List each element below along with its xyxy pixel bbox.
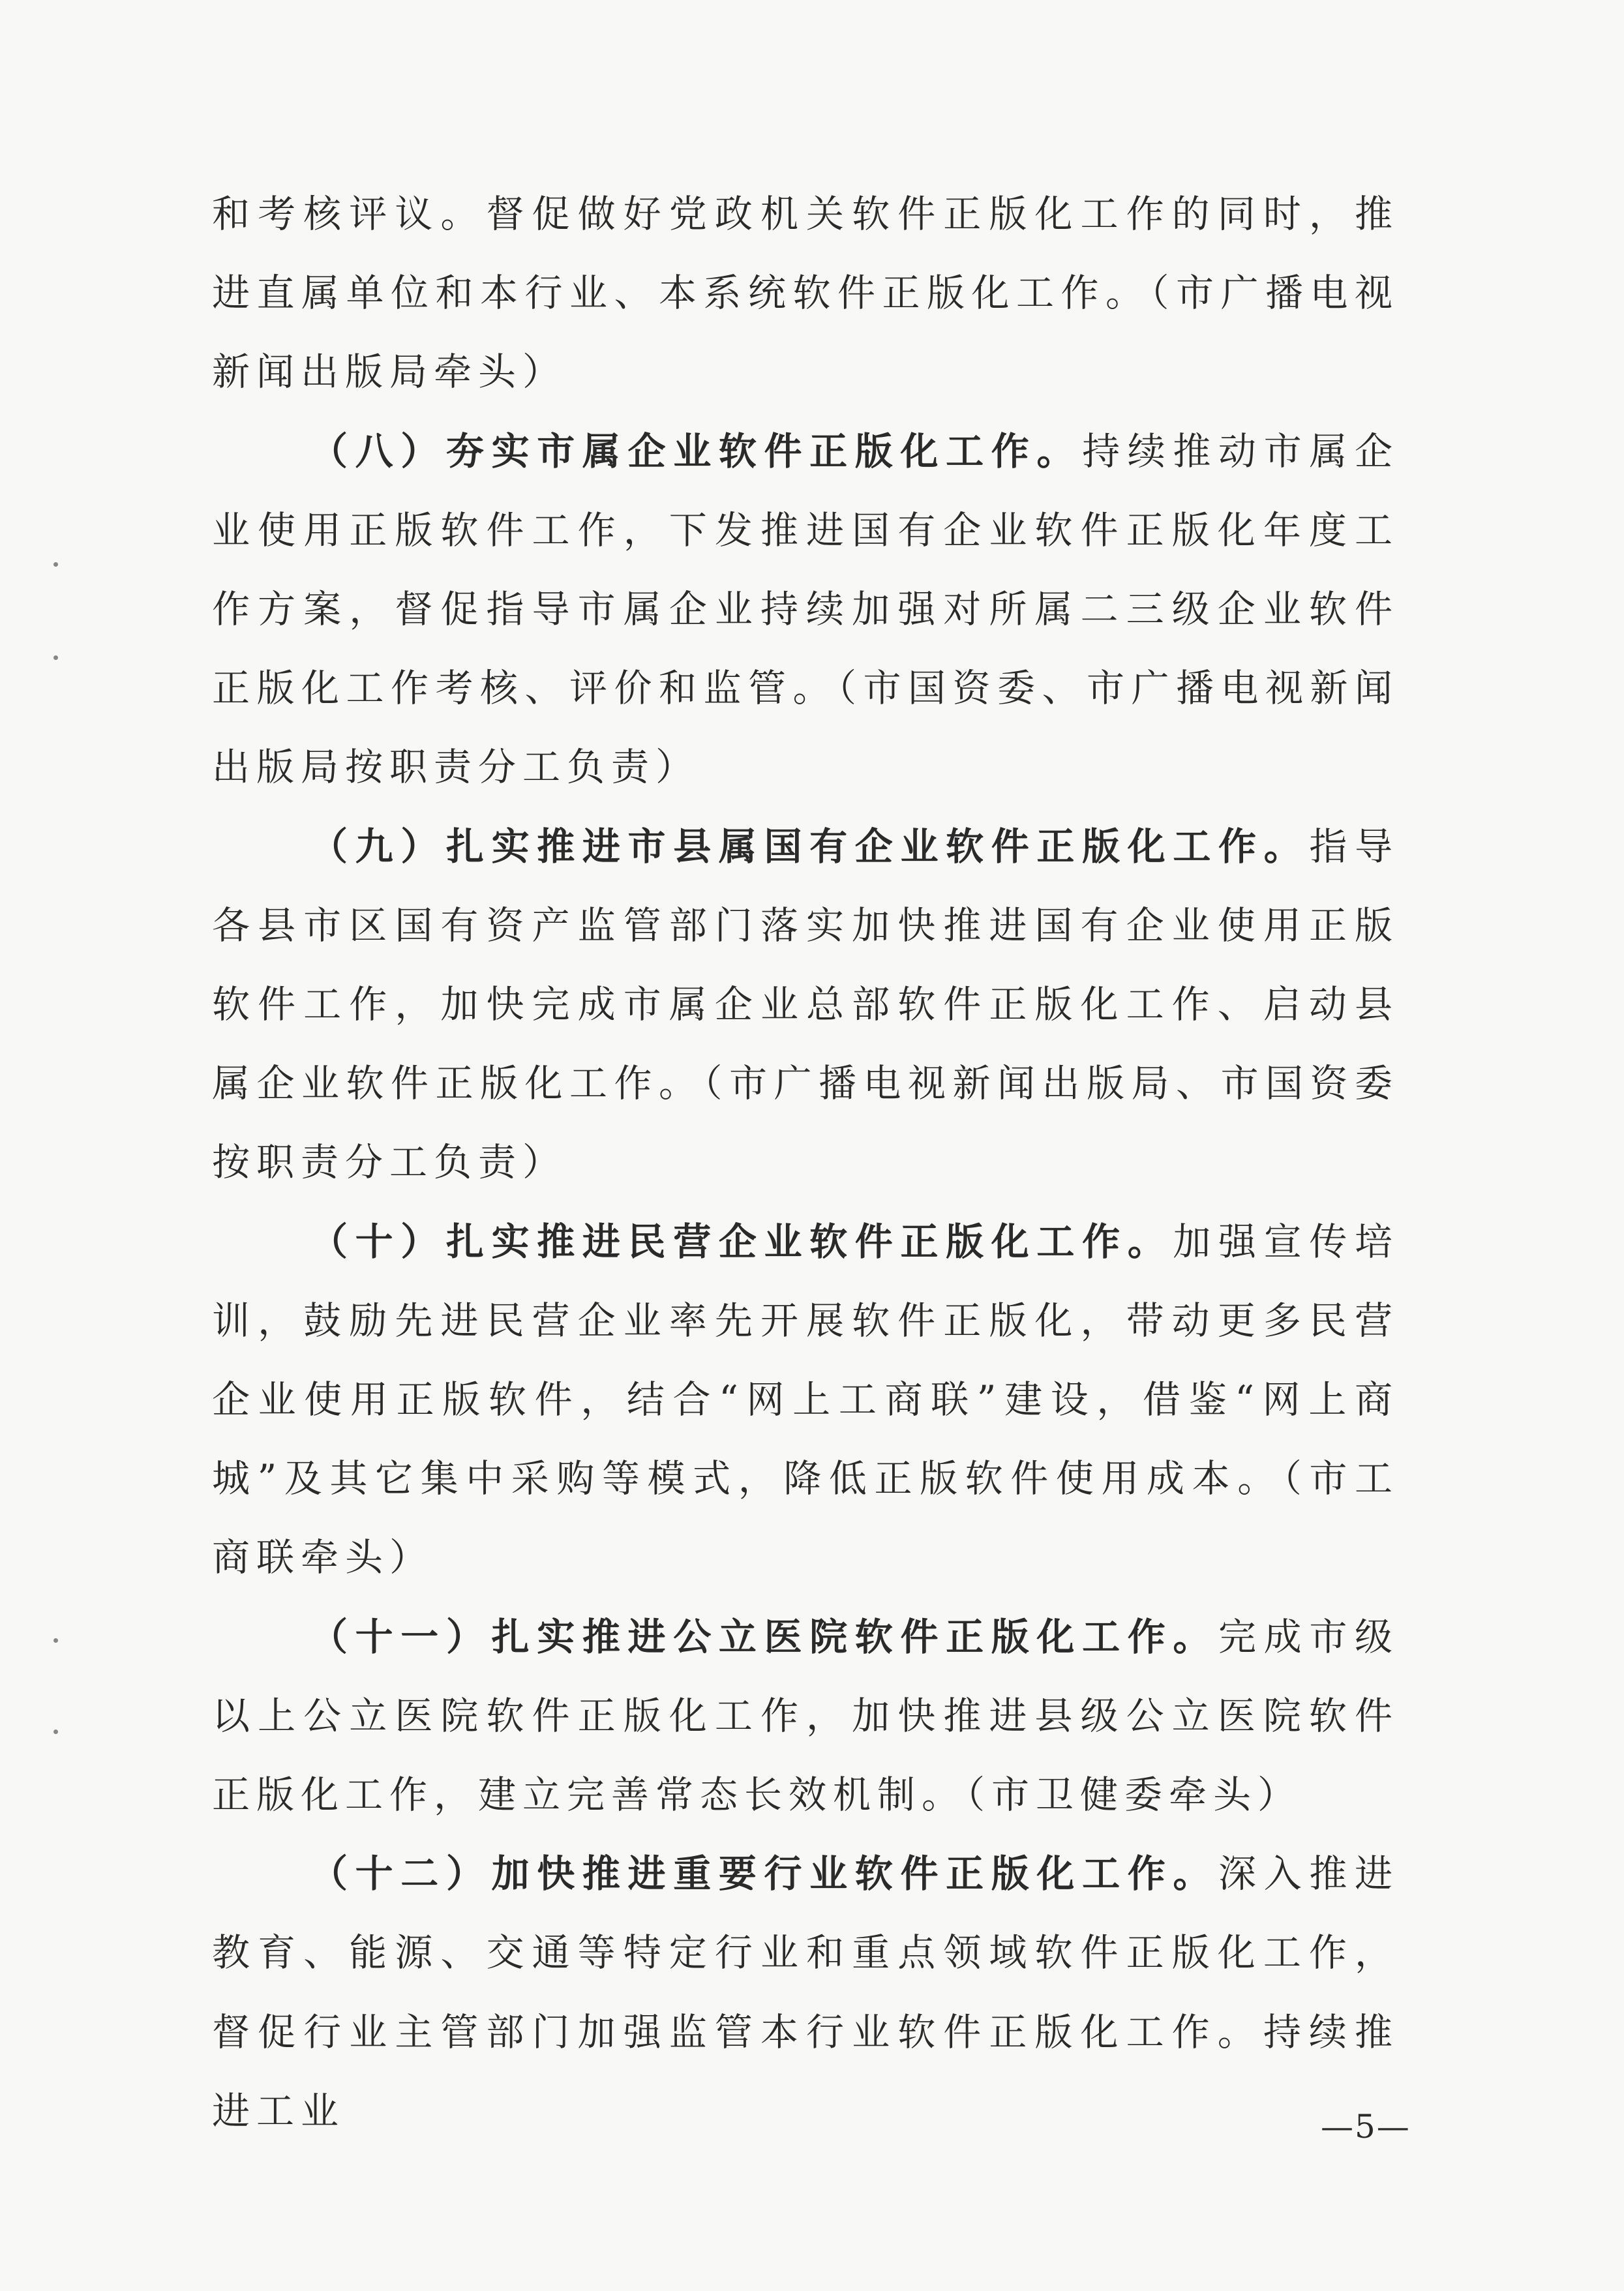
scan-speck (53, 562, 58, 567)
paragraph-heading: （十一）扎实推进公立医院软件正版化工作。 (310, 1614, 1219, 1659)
paragraph-heading: （十二）加快推进重要行业软件正版化工作。 (310, 1851, 1219, 1896)
page-number: —5— (1321, 2108, 1411, 2146)
paragraph-text: 和考核评议。督促做好党政机关软件正版化工作的同时，推进直属单位和本行业、本系统软件正版化工作。（市广播电视新闻出版局牵头） (212, 192, 1399, 395)
paragraph-text: 持续推动市属企业使用正版软件工作，下发推进国有企业软件正版化年度工作方案，督促指导市属企业持续加强对所属二三级企业软件正版化工作考核、评价和监管。（市国资委、市广播电视新闻出版局按职责分工负责） (212, 428, 1399, 790)
scan-speck (53, 655, 58, 660)
paragraph-continuation (212, 175, 1399, 412)
paragraph-heading: （八）夯实市属企业软件正版化工作。 (310, 428, 1083, 473)
paragraph-item-9 (212, 807, 1399, 1203)
paragraph-text: 深入推进教育、能源、交通等特定行业和重点领域软件正版化工作，督促行业主管部门加强监管本行业软件正版化工作。持续推进工业 (212, 1851, 1399, 2133)
paragraph-item-11 (212, 1598, 1399, 1835)
scan-speck (53, 1729, 58, 1734)
paragraph-heading: （九）扎实推进市县属国有企业软件正版化工作。 (310, 824, 1310, 869)
paragraph-heading: （十）扎实推进民营企业软件正版化工作。 (310, 1219, 1173, 1264)
body-text (212, 175, 1399, 2151)
paragraph-item-8 (212, 412, 1399, 807)
scan-speck (53, 1638, 58, 1643)
paragraph-item-12 (212, 1834, 1399, 2151)
paragraph-text: 加强宣传培训，鼓励先进民营企业率先开展软件正版化，带动更多民营企业使用正版软件，结合“网上工商联”建设，借鉴“网上商城”及其它集中采购等模式，降低正版软件使用成本。（市工商联牵头） (212, 1219, 1399, 1580)
paragraph-text: 完成市级以上公立医院软件正版化工作，加快推进县级公立医院软件正版化工作，建立完善常态长效机制。（市卫健委牵头） (212, 1614, 1399, 1818)
paragraph-item-10 (212, 1203, 1399, 1598)
paragraph-text: 指导各县市区国有资产监管部门落实加快推进国有企业使用正版软件工作，加快完成市属企业总部软件正版化工作、启动县属企业软件正版化工作。（市广播电视新闻出版局、市国资委按职责分工负责） (212, 824, 1399, 1185)
